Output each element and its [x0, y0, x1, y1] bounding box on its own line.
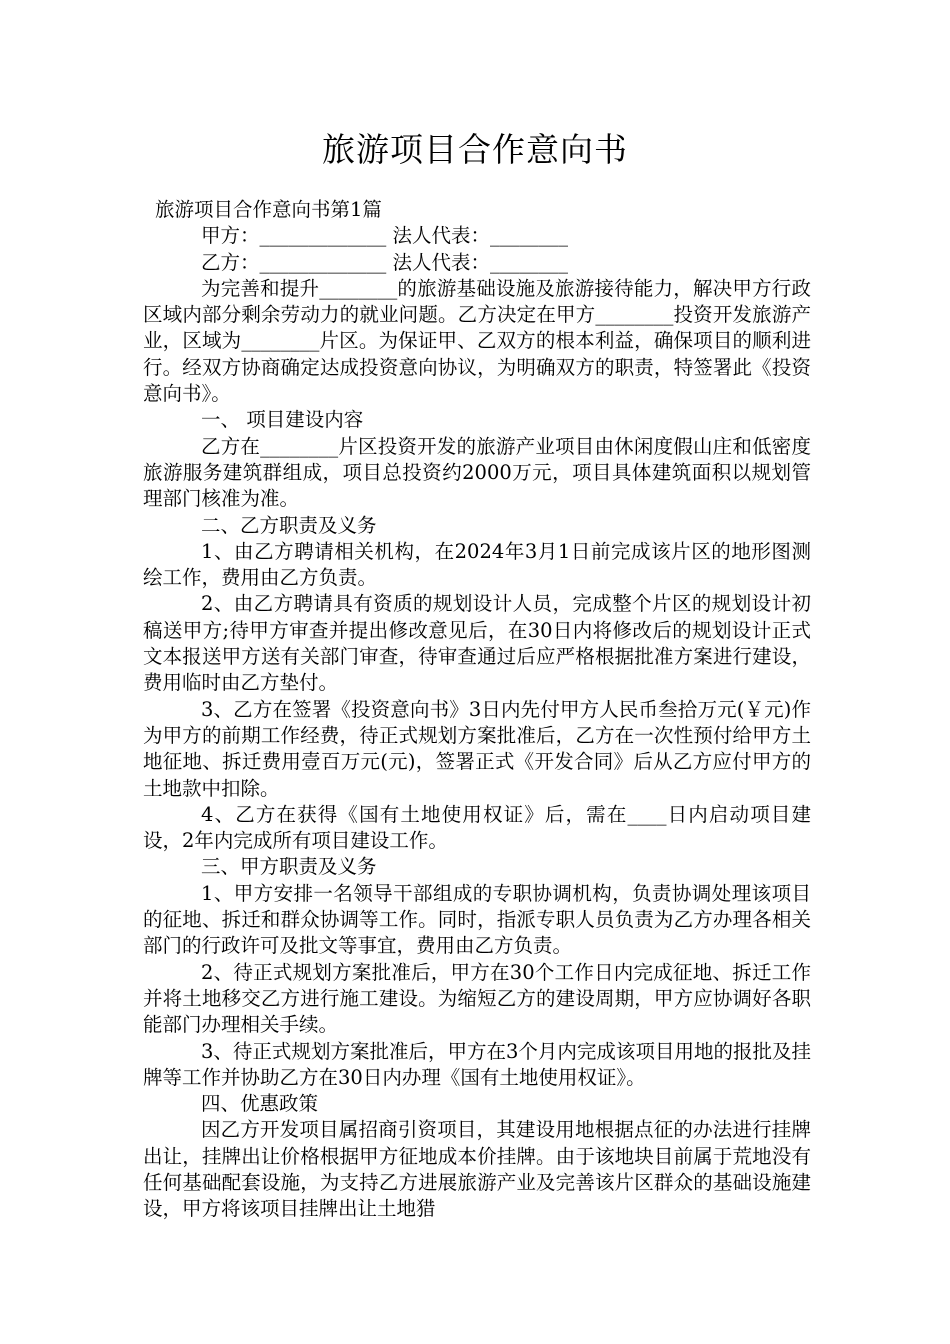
section-heading: 四、优惠政策 — [201, 1092, 319, 1116]
paragraph: 1、由乙方聘请相关机构，在2024年3月1日前完成该片区的地形图测绘工作，费用由乙方负责。 — [143, 539, 811, 590]
section-heading: 一、 项目建设内容 — [201, 408, 364, 432]
paragraph: 2、由乙方聘请具有资质的规划设计人员，完成整个片区的规划设计初稿送甲方;待甲方审查并提出修改意见后，在30日内将修改后的规划设计正式文本报送甲方送有关部门审查，待审查通过后应严格根据批准方案进行建设，费用临时由乙方垫付。 — [143, 592, 811, 695]
document-subtitle: 旅游项目合作意向书第1篇 — [155, 198, 382, 221]
party-a-line: 甲方：_____________ 法人代表：________ — [201, 224, 568, 248]
section-heading: 三、甲方职责及义务 — [201, 855, 377, 879]
document-body — [143, 197, 811, 1223]
paragraph: 3、乙方在签署《投资意向书》3日内先付甲方人民币叁拾万元(￥元)作为甲方的前期工作经费，待正式规划方案批准后，乙方在一次性预付给甲方土地征地、拆迁费用壹百万元(元)，签署正式《开发合同》后从乙方应付甲方的土地款中扣除。 — [143, 697, 811, 800]
party-b-line: 乙方：_____________ 法人代表：________ — [201, 250, 568, 274]
section-heading: 二、乙方职责及义务 — [201, 513, 377, 537]
paragraph: 1、甲方安排一名领导干部组成的专职协调机构，负责协调处理该项目的征地、拆迁和群众协调等工作。同时，指派专职人员负责为乙方办理各相关部门的行政许可及批文等事宜，费用由乙方负责。 — [143, 881, 811, 958]
paragraph: 因乙方开发项目属招商引资项目，其建设用地根据点征的办法进行挂牌出让，挂牌出让价格根据甲方征地成本价挂牌。由于该地块目前属于荒地没有任何基础配套设施，为支持乙方进展旅游产业及完善该片区群众的基础设施建设，甲方将该项目挂牌出让土地猎 — [143, 1118, 811, 1221]
paragraph: 2、待正式规划方案批准后，甲方在30个工作日内完成征地、拆迁工作并将土地移交乙方进行施工建设。为缩短乙方的建设周期，甲方应协调好各职能部门办理相关手续。 — [143, 960, 811, 1037]
paragraph: 乙方在________片区投资开发的旅游产业项目由休闲度假山庄和低密度旅游服务建筑群组成，项目总投资约2000万元，项目具体建筑面积以规划管理部门核准为准。 — [143, 434, 811, 511]
paragraph: 3、待正式规划方案批准后，甲方在3个月内完成该项目用地的报批及挂牌等工作并协助乙方在30日内办理《国有土地使用权证》。 — [143, 1039, 811, 1089]
intro-paragraph: 为完善和提升________的旅游基础设施及旅游接待能力，解决甲方行政区域内部分剩余劳动力的就业问题。乙方决定在甲方________投资开发旅游产业，区域为________片区。为保证甲、乙双方的根本利益，确保项目的顺利进行。经双方协商确定达成投资意向协议，为明确双方的职责，特签署此《投资意向书》。 — [143, 276, 811, 406]
document-title: 旅游项目合作意向书 — [322, 130, 628, 169]
paragraph: 4、乙方在获得《国有土地使用权证》后，需在____日内启动项目建设，2年内完成所有项目建设工作。 — [143, 802, 811, 853]
